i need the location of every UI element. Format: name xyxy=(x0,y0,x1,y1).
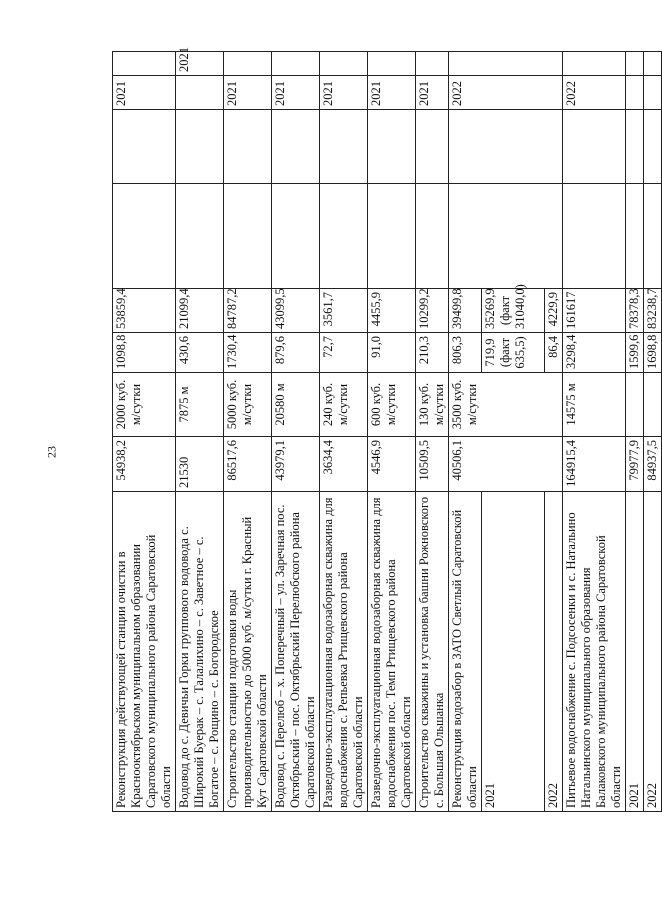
capacity: 14575 м xyxy=(563,373,626,437)
capacity: 600 куб. м/сутки xyxy=(368,373,416,437)
table-row xyxy=(368,52,416,812)
empty-cell xyxy=(176,110,224,184)
sub-year-label: 2021 xyxy=(626,492,644,812)
value-1: 1599,6 xyxy=(626,333,644,373)
value-2: 78378,3 xyxy=(626,289,644,333)
empty-cell xyxy=(224,184,272,289)
table-row xyxy=(272,52,320,812)
total-cost: 164915,4 xyxy=(563,437,626,492)
capacity: 7875 м xyxy=(176,373,224,437)
value-1: 1098,8 xyxy=(113,333,176,373)
empty-cell xyxy=(224,110,272,184)
value-2: 43099,5 xyxy=(272,289,320,333)
total-cost: 84937,5 xyxy=(644,437,662,492)
value-1: 91,0 xyxy=(368,333,416,373)
empty-cell xyxy=(449,110,563,184)
capacity: 3500 куб. м/сутки xyxy=(449,373,563,437)
empty-cell xyxy=(224,52,272,76)
table-row xyxy=(224,52,272,812)
sub-year-label: 2022 xyxy=(545,492,563,812)
total-cost: 4546,9 xyxy=(368,437,416,492)
table-row xyxy=(449,52,482,812)
sub-year-label: 2022 xyxy=(644,492,662,812)
value-1: 210,3 xyxy=(416,333,449,373)
sub-year-label: 2021 xyxy=(482,492,545,812)
table-row xyxy=(320,52,368,812)
table-row xyxy=(644,52,662,812)
page-number: 23 xyxy=(44,446,59,458)
total-cost: 54938,2 xyxy=(113,437,176,492)
empty-cell xyxy=(272,184,320,289)
year: 2021 xyxy=(368,76,416,110)
empty-cell xyxy=(320,110,368,184)
total-cost: 10509,5 xyxy=(416,437,449,492)
capacity: 20580 м xyxy=(272,373,320,437)
empty-cell xyxy=(416,184,449,289)
project-name: Строительство скважины и установка башни Рожновского с. Большая Ольшанка xyxy=(416,492,449,812)
value-2: 3561,7 xyxy=(320,289,368,333)
value-2: 39499,8 xyxy=(449,289,482,333)
value-1: 806,3 xyxy=(449,333,482,373)
project-name: Водовод с. Перелюб – х. Поперечный – ул. Заречная пос. Октябрьский – пос. Октябрьский Перелюбского района Саратовской области xyxy=(272,492,320,812)
empty-cell xyxy=(626,373,644,437)
total-cost: 79977,9 xyxy=(626,437,644,492)
value-2: 10299,2 xyxy=(416,289,449,333)
value-2: 83238,7 xyxy=(644,289,662,333)
table-row xyxy=(563,52,626,812)
total-cost: 21530 xyxy=(176,437,224,492)
empty-cell xyxy=(644,373,662,437)
project-name: Реконструкция действующей станции очистки в Краснооктябрьском муниципальном образовании Саратовского муниципального района Саратовской области xyxy=(113,492,176,812)
value-2: 35269,9 (факт 31040,0) xyxy=(482,289,545,333)
empty-cell xyxy=(113,110,176,184)
total-cost: 3634,4 xyxy=(320,437,368,492)
empty-cell xyxy=(416,52,449,76)
value-1: 1730,4 xyxy=(224,333,272,373)
empty-cell xyxy=(626,184,644,289)
empty-cell xyxy=(113,52,176,76)
value-1: 430,6 xyxy=(176,333,224,373)
year: 2022 xyxy=(449,76,563,110)
empty-cell xyxy=(272,110,320,184)
empty-cell xyxy=(626,76,644,110)
empty-cell xyxy=(644,52,662,76)
value-1: 1698,8 xyxy=(644,333,662,373)
empty-cell xyxy=(449,52,563,76)
empty-cell xyxy=(320,52,368,76)
empty-cell xyxy=(626,110,644,184)
capacity: 2000 куб. м/сутки xyxy=(113,373,176,437)
table-row xyxy=(176,52,224,812)
value-2: 4229,9 xyxy=(545,289,563,333)
project-name: Разведочно-эксплуатационная водозаборная скважина для водоснабжения пос. Темп Ртищевского района Саратовской области xyxy=(368,492,416,812)
empty-cell xyxy=(176,184,224,289)
capacity: 240 куб. м/сутки xyxy=(320,373,368,437)
empty-cell xyxy=(563,110,626,184)
project-name: Водовод до с. Девичьи Горки группового водовода с. Широкий Буерак – с. Талалихино – с. Заветное – с. Богатое – с. Рощино – с. Богородское xyxy=(176,492,224,812)
value-2: 161617 xyxy=(563,289,626,333)
empty-cell xyxy=(113,184,176,289)
projects-table xyxy=(112,47,662,812)
value-1: 3298,4 xyxy=(563,333,626,373)
year: 2021 xyxy=(113,76,176,110)
table-row xyxy=(113,52,176,812)
year: 2021 xyxy=(224,76,272,110)
year: 2021 xyxy=(320,76,368,110)
year: 2022 xyxy=(563,76,626,110)
year: 2021 xyxy=(176,52,224,76)
empty-cell xyxy=(644,184,662,289)
value-2: 4455,9 xyxy=(368,289,416,333)
empty-cell xyxy=(563,184,626,289)
empty-cell xyxy=(272,52,320,76)
empty-cell xyxy=(176,76,224,110)
capacity: 5000 куб. м/сутки xyxy=(224,373,272,437)
rotated-table-wrapper xyxy=(112,47,659,812)
capacity: 130 куб. м/сутки xyxy=(416,373,449,437)
table-row xyxy=(626,52,644,812)
value-1: 72,7 xyxy=(320,333,368,373)
table-row xyxy=(416,52,449,812)
year: 2021 xyxy=(416,76,449,110)
total-cost: 43979,1 xyxy=(272,437,320,492)
empty-cell xyxy=(626,52,644,76)
value-1: 86,4 xyxy=(545,333,563,373)
year: 2021 xyxy=(272,76,320,110)
empty-cell xyxy=(320,184,368,289)
value-2: 84787,2 xyxy=(224,289,272,333)
value-1: 879,6 xyxy=(272,333,320,373)
project-name: Строительство станции подготовки воды производительностью до 5000 куб. м/сутки г. Красный Кут Саратовской области xyxy=(224,492,272,812)
empty-cell xyxy=(644,76,662,110)
total-cost: 86517,6 xyxy=(224,437,272,492)
value-1: 719,9 (факт 635,5) xyxy=(482,333,545,373)
empty-cell xyxy=(368,184,416,289)
empty-cell xyxy=(416,110,449,184)
project-name: Реконструкция водозабор в ЗАТО Светлый Саратовской области xyxy=(449,492,482,812)
value-2: 21099,4 xyxy=(176,289,224,333)
project-name: Питьевое водоснабжение с. Подсосенки и с. Натальино Натальинского муниципального образования Балаковского муниципального района Саратовской области xyxy=(563,492,626,812)
value-2: 53859,4 xyxy=(113,289,176,333)
total-cost: 40506,1 xyxy=(449,437,563,492)
empty-cell xyxy=(449,184,563,289)
project-name: Разведочно-эксплуатационная водозаборная скважина для водоснабжения с. Репьевка Ртищевского района Саратовской области xyxy=(320,492,368,812)
empty-cell xyxy=(368,110,416,184)
empty-cell xyxy=(563,52,626,76)
empty-cell xyxy=(644,110,662,184)
empty-cell xyxy=(368,52,416,76)
